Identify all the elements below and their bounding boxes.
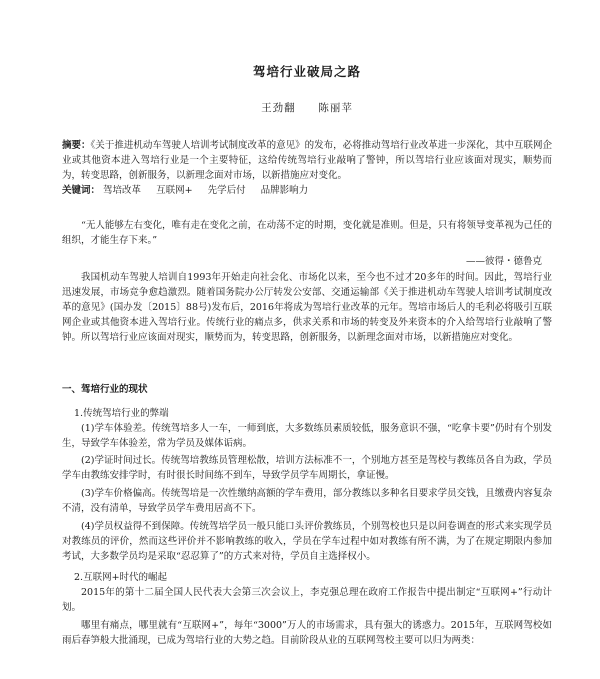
abstract-text: 《关于推进机动车驾驶人培训考试制度改革的意见》的发布，必将推动驾培行业改革进一步深化，其中互联网企业或其他资本进入驾培行业是一个主要特征，这给传统驾培行业敲响了警钟，所以驾培行业应该面对现实，顺势而为，转变思路，创新服务，以新理念面对市场，以新措施应对变化。 [62, 140, 552, 181]
authors-line [62, 100, 552, 115]
keyword-item: 互联网+ [156, 185, 193, 196]
intro-paragraph: 我国机动车驾驶人培训自1993年开始走向社会化、市场化以来，至今也不过才20多年的时间。因此，驾培行业迅速发展，市场竞争愈趋激烈。随着国务院办公厅转发公安部、交通运输部《关于推进机动车驾驶人培训考试制度改革的意见》(国办发〔2015〕88号)发布后，2016年将成为驾培行业改革的元年。驾培市场后人的毛利必将吸引互联网企业或其他资本进入驾培行业。传统行业的痛点多，供求关系和市场的转变及外来资本的介入给驾培行业敲响了警钟。所以驾培行业应该面对现实，顺势而为，转变思路，创新服务，以新理念面对市场，以新措施应对变化。 [62, 272, 552, 343]
article-title: 驾培行业破局之路 [252, 64, 361, 79]
abstract [62, 138, 552, 183]
author-2: 陈丽苹 [318, 102, 353, 114]
list-item: (4)学员权益得不到保障。传统驾培学员一般只能口头评价教练员，个别驾校也只是以问卷调查的形式来实现学员对教练员的评价，然而这些评价并不影响教练的收入，学员在学车过程中如对教练有所不满，为了在规定期限内参加考试，大多数学员均是采取“忍忍算了”的方式来对待，学员自主选择权小。 [62, 521, 552, 562]
body-paragraph: 2015年的第十二届全国人民代表大会第三次会议上，李克强总理在政府工作报告中提出制定“互联网+”行动计划。 [62, 587, 552, 613]
list-item: (3)学车价格偏高。传统驾培是一次性缴纳高额的学车费用，部分教练以多种名目要求学员交钱，且缴费内容复杂不清，没有清单，导致学员学车费用居高不下。 [62, 488, 552, 514]
keyword-item: 驾培改革 [103, 185, 142, 196]
list-item: (2)学证时间过长。传统驾培教练员管理松散，培训方法标准不一，个别地方甚至是驾校与教练员各自为政，学员学车由教练安排学时，有时很长时间练不到车，导致学员学车周期长，拿证慢。 [62, 455, 552, 481]
keywords [62, 183, 552, 198]
list-item: (1)学车体验差。传统驾培多人一车，一师到底，大多数练员素质较低，服务意识不强，“吃拿卡要”仍时有个别发生，导致学车体验差，常为学员及媒体诟病。 [62, 423, 552, 449]
epigraph-quote: “无人能够左右变化，唯有走在变化之前，在动荡不定的时期，变化就是准则。但是，只有将领导变革视为己任的组织，才能生存下来。” [62, 220, 552, 246]
epigraph-source: ——彼得・德鲁克 [465, 256, 542, 267]
keyword-item: 先学后付 [207, 185, 246, 196]
keywords-label: 关键词： [62, 185, 101, 196]
body-paragraph: 哪里有痛点，哪里就有“互联网+”，每年“3000”万人的市场需求，具有强大的诱惑力。2015年，互联网驾校如雨后春笋般大批涌现，已成为驾培行业的大势之趋。目前阶段从业的互联网驾校主要可以归为两类： [62, 620, 552, 646]
keyword-item: 品牌影响力 [260, 185, 309, 196]
subsection-heading: 1.传统驾培行业的弊端 [74, 408, 169, 419]
subsection-heading: 2.互联网+时代的崛起 [74, 572, 168, 583]
section-heading: 一、驾培行业的现状 [62, 384, 148, 395]
abstract-label: 摘要： [62, 140, 91, 151]
author-1: 王劲翻 [261, 102, 296, 114]
